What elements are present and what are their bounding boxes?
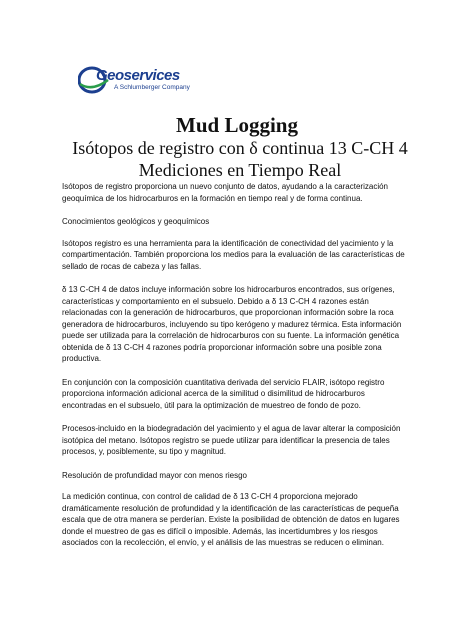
geoservices-logo: [78, 64, 188, 96]
document-body: [62, 181, 410, 561]
body-paragraph: δ 13 C-CH 4 de datos incluye información sobre los hidrocarburos encontrados, sus orígenes, características y comportamiento en el subsuelo. Debido a δ 13 C-CH 4 razones están relacionadas con la generación de hidrocarburos, que proporcionan información sobre la roca generadora de hidrocarburos, incluyendo su tipo kerógeno y madurez térmica. Esta información puede ser utilizada para la correlación de hidrocarburos con su fuente. La información genética obtenida de δ 13 C-CH 4 razones podría proporcionar información sobre una posible zona productiva.: [62, 285, 402, 363]
body-paragraph: La medición continua, con control de calidad de δ 13 C-CH 4 proporciona mejorado dramáticamente resolución de profundidad y la identificación de las características de pequeña escala que de otra manera se perderían. Existe la posibilidad de obtención de datos en lugares donde el muestreo de gas es difícil o imposible. Además, las incertidumbres y los riesgos asociados con la recolección, el envío, y el análisis de las muestras se reducen o eliminan.: [62, 492, 400, 547]
logo-brand: Geoservices: [96, 67, 180, 84]
body-paragraph: Isótopos registro es una herramienta para la identificación de conectividad del yacimiento y la compartimentación. También proporciona los medios para la evaluación de las características de sellado de rocas de cabeza y las fallas.: [62, 238, 405, 271]
logo-tagline: A Schlumberger Company: [114, 84, 190, 91]
section-heading: Resolución de profundidad mayor con menos riesgo: [62, 470, 247, 480]
document-subtitle: Isótopos de registro con δ continua 13 C-CH 4 Mediciones en Tiempo Real: [72, 138, 408, 180]
document-title: Mud Logging: [176, 113, 298, 137]
body-paragraph: Procesos-incluido en la biodegradación del yacimiento y el agua de lavar alterar la composición isotópica del metano. Isótopos registro se puede utilizar para identificar la presencia de tales procesos, y, posiblemente, su tipo y magnitud.: [62, 424, 401, 456]
intro-paragraph: Isótopos de registro proporciona un nuevo conjunto de datos, ayudando a la caracterización geoquímica de los hidrocarburos en la formación en tiempo real y de forma continua.: [62, 182, 388, 203]
section-heading: Conocimientos geológicos y geoquímicos: [62, 217, 210, 226]
body-paragraph: En conjunción con la composición cuantitativa derivada del servicio FLAIR, isótopo registro proporciona información adicional acerca de la similitud o disimilitud de hidrocarburos encontradas en el subsuelo, útil para la optimización de muestreo de fondo de pozo.: [62, 377, 385, 410]
